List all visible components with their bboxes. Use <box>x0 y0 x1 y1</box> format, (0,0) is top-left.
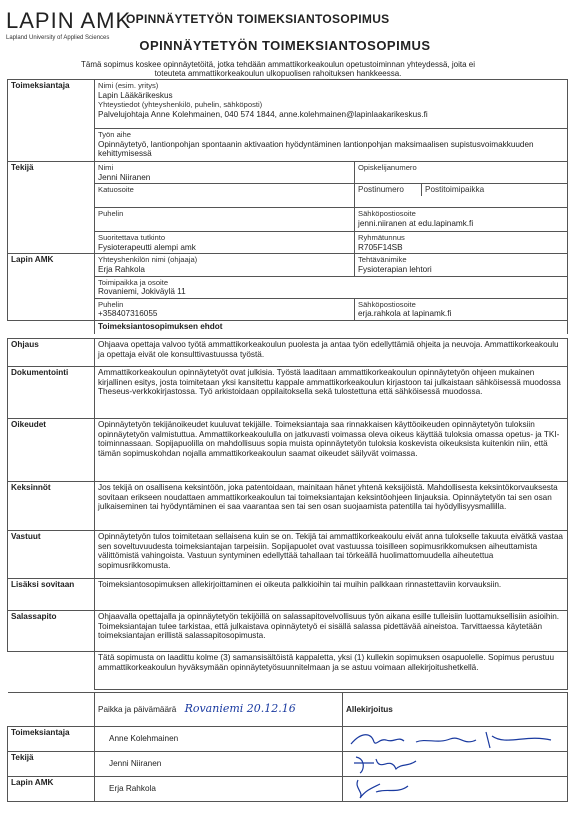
sig-row-name: Jenni Niiranen <box>95 752 343 777</box>
postalcode-caption: Postinumero <box>355 184 422 196</box>
terms-table <box>7 338 568 690</box>
terms-heading-spacer <box>8 320 95 334</box>
supervisor-caption: Yhteyshenkilön nimi (ohjaaja) <box>98 255 198 265</box>
topic-cell <box>95 129 568 162</box>
toimeksiantaja-info-cell <box>95 80 568 129</box>
signature-mark <box>346 753 556 775</box>
tekija-phone-cell <box>95 208 355 232</box>
copies-text: Tätä sopimusta on laadittu kolme (3) samansisältöistä kappaletta, yksi (1) kullekin sopimuksen osapuolelle. Sopimus perustuu ammattikorkeakoulun hyväksymään opinnäytetyösuunnitelmaan ja se astuu voimaan allekirjoitushetkellä. <box>95 652 568 690</box>
workplace-value: Rovaniemi, Jokiväylä 11 <box>98 287 186 297</box>
tekija-email: jenni.niiranen at edu.lapinamk.fi <box>358 218 474 228</box>
term-text: Ammattikorkeakoulun opinnäytetyöt ovat julkisia. Työstä laaditaan ammattikorkeakoulun opinnäytetyön ohjeen mukainen kirjallinen esitys, josta toimitetaan yksi kansitettu kappale ammattikorkeakoulun kirjastoon tai julkaistaan sähköisessä muodossa Theseus-verkkokirjastossa. Työ arkistoidaan oppilaitoksella sekä tulostettuna että sähköisessä muodossa. <box>95 367 568 419</box>
copies-spacer <box>8 652 95 690</box>
term-text: Ohjaavalla opettajalla ja opinnäytetyön tekijöillä on salassapitovelvollisuus työn aikana esille tulleisiin luottamuksellisiin asioihin. Toimeksiantajan tulee tarkistaa, että julkaistava opinnäytetyö ei sisällä salassa pidettävää aineistoa. Tarvittaessa käytetään toimeksiantajan erillistä salassapitosopimusta. <box>95 611 568 652</box>
sig-row-name: Anne Kolehmainen <box>95 727 343 752</box>
logo-main-text: LAPIN AMK <box>6 8 132 33</box>
lapinamk-label: Lapin AMK <box>8 254 95 321</box>
toimeksiantaja-label: Toimeksiantaja <box>8 80 95 162</box>
tekija-label: Tekijä <box>8 162 95 254</box>
tekija-name-caption: Nimi <box>98 163 114 172</box>
document-title: OPINNÄYTETYÖN TOIMEKSIANTOSOPIMUS <box>139 38 431 53</box>
contact-caption: Yhteystiedot (yhteyshenkilö, puhelin, sähköposti) <box>98 100 263 110</box>
term-label: Oikeudet <box>8 419 95 482</box>
terms-heading: Toimeksiantosopimuksen ehdot <box>95 320 568 334</box>
job-title-cell <box>355 254 568 276</box>
group-value: R705F14SB <box>358 242 403 252</box>
tekija-email-caption: Sähköpostiosoite <box>358 209 416 219</box>
toimeksiantaja-name: Lapin Lääkärikeskus <box>98 90 173 100</box>
tekija-name-cell <box>95 162 355 184</box>
signatures-caption: Allekirjoitus <box>343 693 568 727</box>
sig-header-spacer <box>8 693 95 727</box>
term-text: Ohjaava opettaja valvoo työtä ammattikorkeakoulun puolesta ja antaa työn edellyttämiä ohjeita ja neuvoja. Ammattikorkeakoulu ja opettaja eivät ole konsulttivastuussa työstä. <box>95 339 568 367</box>
signature-cell <box>343 752 568 777</box>
term-text: Jos tekijä on osallisena keksintöön, joka patentoidaan, mainitaan hänet yhtenä keksijöistä. Mahdollisesta keksintökorvauksesta sovitaan erikseen noudattaen ammattikorkeakoulun tai toimeksiantajan keksintöohjeen linjauksia. Opinnäytetyön tai sen osan julkaiseminen tai hyödyntäminen ei saa vaarantaa sen tai sen osan suojaamista patentilla tai hyödyllisyysmallilla. <box>95 482 568 531</box>
lapinamk-email-cell <box>355 298 568 320</box>
term-label: Ohjaus <box>8 339 95 367</box>
term-text: Opinnäytetyön tulos toimitetaan sellaisena kuin se on. Tekijä tai ammattikorkeakoulu eivät anna tulokselle takuuta eivätkä vastaa sen soveltuvuudesta toimeksiantajan tarpeisiin. Sopijapuolet ovat vastuussa toisilleen sopimusrikkomuksen aiheuttamista välittömistä vahingoista. Vastuun syntyminen edellyttää tahallaan tai törkeällä huolimattomuudella aiheutettua sopimusrikkomusta. <box>95 531 568 579</box>
group-caption: Ryhmätunnus <box>358 233 405 243</box>
workplace-caption: Toimipaikka ja osoite <box>98 277 169 287</box>
intro-text: Tämä sopimus koskee opinnäytetöitä, jotka tehdään ammattikorkeakoulun opetustoiminnan yhteydessä, joita ei toteuteta ammattikorkeakoulun ulkopuolisen rahoituksen hankkeessa. <box>80 60 475 78</box>
term-label: Keksinnöt <box>8 482 95 531</box>
toimeksiantaja-contact: Palvelujohtaja Anne Kolehmainen, 040 574 1844, anne.kolehmainen@lapinlaakarikeskus.fi <box>98 109 428 119</box>
term-text: Toimeksiantosopimuksen allekirjoittaminen ei oikeuta palkkioihin tai muihin palkkaan rinnastettaviin korvauksiin. <box>95 579 568 611</box>
signature-cell <box>343 777 568 802</box>
supervisor-cell <box>95 254 355 276</box>
place-date-cell <box>95 693 343 727</box>
lapinamk-email: erja.rahkola at lapinamk.fi <box>358 309 452 319</box>
supervisor-name: Erja Rahkola <box>98 264 145 274</box>
signature-mark <box>346 778 556 800</box>
tekija-name: Jenni Niiranen <box>98 172 151 182</box>
topic-caption: Työn aihe <box>98 130 131 139</box>
tekija-email-cell <box>355 208 568 232</box>
lapinamk-email-caption: Sähköpostiosoite <box>358 299 416 309</box>
sig-row-label: Toimeksiantaja <box>8 727 95 752</box>
logo-sub-text: Lapland University of Applied Sciences <box>6 35 110 41</box>
studentno-cell <box>355 162 568 184</box>
term-text: Opinnäytetyön tekijänoikeudet kuuluvat tekijälle. Toimeksiantaja saa rinnakkaisen käyttöoikeuden opinnäytetyön tuloksiin opinnäytetyön valmistuttua. Ammattikorkeakoululla on jatkuvasti voimassa oleva oikeus käyttää tuloksia omassa opetus- ja TKI-toiminnassaan. Sopijapuolilla on mahdollisuus sopia muista opinnäytetyön tuloksia koskevista oikeuksista kuitenkin niin, että tämän sopimuskohdan nojalla ammattikorkeakoulun saamat oikeudet säilyvät voimassa. <box>95 419 568 482</box>
workplace-cell <box>95 276 568 298</box>
postal-cell <box>355 184 568 208</box>
name-caption: Nimi (esim. yritys) <box>98 81 159 90</box>
lapinamk-phone-cell <box>95 298 355 320</box>
term-label: Salassapito <box>8 611 95 652</box>
sig-row-label: Lapin AMK <box>8 777 95 802</box>
address-cell <box>95 184 355 208</box>
group-cell <box>355 232 568 254</box>
signature-mark <box>346 728 556 750</box>
job-title-caption: Tehtävänimike <box>358 255 407 265</box>
signature-table <box>7 692 568 802</box>
term-label: Lisäksi sovitaan <box>8 579 95 611</box>
lapinamk-phone-caption: Puhelin <box>98 299 124 309</box>
parties-table <box>7 79 568 334</box>
lapinamk-phone: +358407316055 <box>98 309 158 319</box>
sig-row-label: Tekijä <box>8 752 95 777</box>
studentno-caption: Opiskelijanumero <box>358 163 417 172</box>
degree-value: Fysioterapeutti alempi amk <box>98 242 196 252</box>
address-caption: Katuosoite <box>98 185 134 195</box>
term-label: Vastuut <box>8 531 95 579</box>
place-date-handwritten: Rovaniemi 20.12.16 <box>184 702 296 716</box>
lapin-amk-logo <box>6 8 131 41</box>
place-date-caption: Paikka ja päivämäärä <box>98 705 177 715</box>
header-doc-type: OPINNÄYTETYÖN TOIMEKSIANTOSOPIMUS <box>126 12 390 26</box>
degree-cell <box>95 232 355 254</box>
degree-caption: Suoritettava tutkinto <box>98 233 166 243</box>
topic-value: Opinnäytetyö, lantionpohjan spontaanin aktivaation hyödyntäminen lantionpohjan maksimaalisen supistusvoimakkuuden kehittymisessä <box>98 139 534 159</box>
term-label: Dokumentointi <box>8 367 95 419</box>
tekija-phone-caption: Puhelin <box>98 209 124 219</box>
postoffice-caption: Postitoimipaikka <box>425 185 485 195</box>
job-title-value: Fysioterapian lehtori <box>358 264 432 274</box>
signature-cell <box>343 727 568 752</box>
sig-row-name: Erja Rahkola <box>95 777 343 802</box>
